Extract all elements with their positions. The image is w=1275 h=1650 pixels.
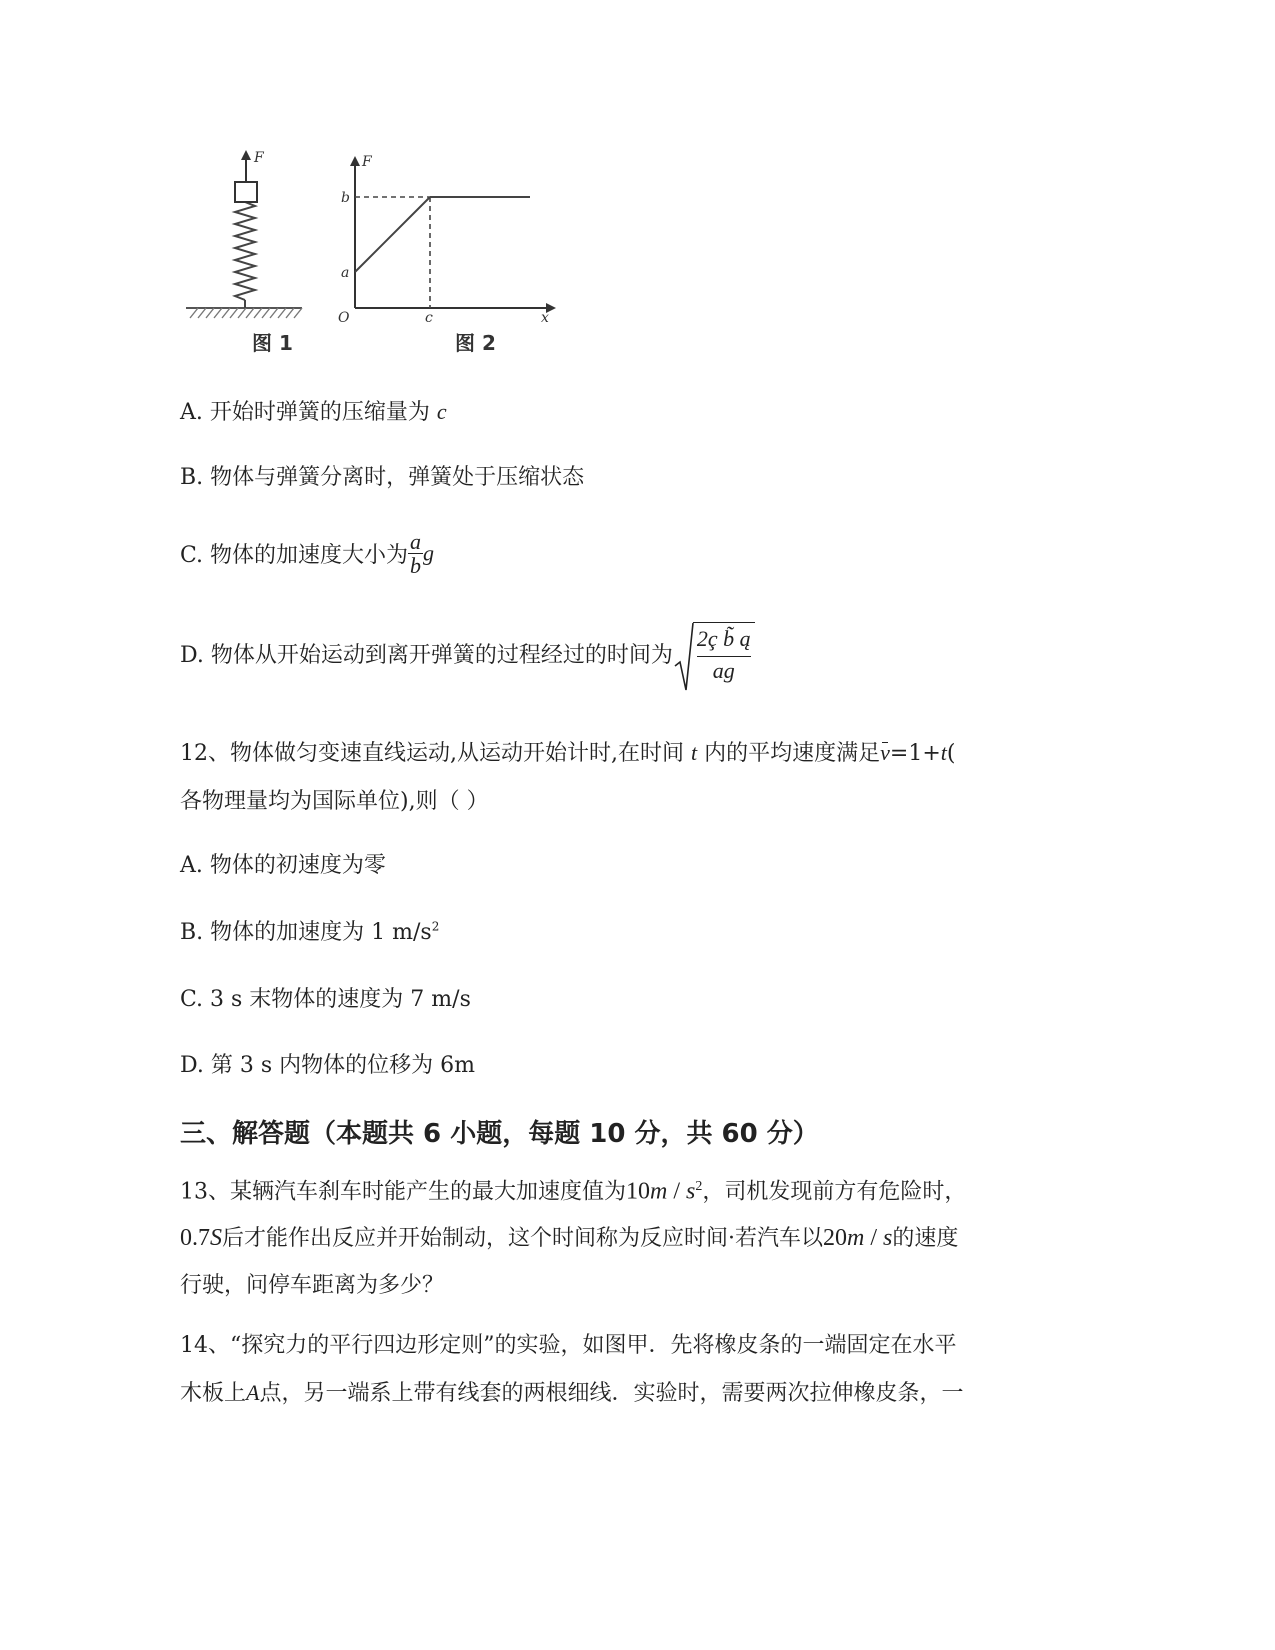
q13-line3 xyxy=(180,1262,1080,1309)
q12-stem-line1 xyxy=(180,736,955,767)
q14-line2 xyxy=(180,1369,1080,1417)
q14-line2-part2: 点，另一端系上带有线套的两根细线．实验时，需要两次拉伸橡皮条，一 xyxy=(259,1381,964,1406)
q12-stem-part1: 12、物体做匀变速直线运动,从运动开始计时,在时间 xyxy=(180,741,684,766)
fig2-b-label: b xyxy=(341,190,350,206)
q14-line1 xyxy=(180,1322,1080,1369)
fig2-y-label: F xyxy=(362,154,372,170)
q13-unit1-m: m xyxy=(650,1178,668,1205)
q13-part5: 行驶，问停车距离为多少？ xyxy=(180,1273,445,1299)
q12-vbar: v xyxy=(880,740,890,765)
option-c-fraction xyxy=(408,530,423,577)
fig2-c-label: c xyxy=(425,310,433,326)
q13-unit1-slash: / xyxy=(667,1178,687,1205)
q13-unit2-slash: / xyxy=(864,1225,884,1252)
q13-unit2-m: m xyxy=(847,1225,865,1252)
spring xyxy=(235,202,255,300)
q12-option-c-text: C. 3 s 末物体的速度为 7 m/s xyxy=(180,987,471,1012)
q12-option-a xyxy=(180,848,386,879)
q13-unit1-sup: 2 xyxy=(695,1179,703,1194)
figure-2 xyxy=(338,154,556,355)
block xyxy=(235,182,257,202)
q14-line1-text: 14、“探究力的平行四边形定则”的实验，如图甲．先将橡皮条的一端固定在水平 xyxy=(180,1333,957,1358)
q12-eq: =1+ xyxy=(889,741,941,766)
q13-time: 0.7 xyxy=(180,1225,210,1252)
option-d-text: D. 物体从开始运动到离开弹簧的过程经过的时间为 xyxy=(180,643,673,669)
option-c-suffix: g xyxy=(423,540,435,566)
q12-stem-line2 xyxy=(180,784,489,815)
q12-option-a-text: A. 物体的初速度为零 xyxy=(180,853,386,878)
sqrt-expression xyxy=(673,622,755,685)
option-a-text: A. 开始时弹簧的压缩量为 xyxy=(180,400,430,425)
q13-value2: 20 xyxy=(823,1225,847,1252)
q12-stem-part2: 各物理量均为国际单位),则（ ） xyxy=(180,789,489,814)
option-b-text: B. 物体与弹簧分离时，弹簧处于压缩状态 xyxy=(180,465,585,490)
fig1-caption: 图 1 xyxy=(252,331,293,355)
q13-line1 xyxy=(180,1163,1080,1215)
fig2-caption: 图 2 xyxy=(455,331,496,355)
figure-1 xyxy=(186,150,302,355)
q12-option-c xyxy=(180,982,471,1013)
q13-part1: 13、某辆汽车刹车时能产生的最大加速度值为 xyxy=(180,1179,626,1205)
q12-option-d xyxy=(180,1048,475,1079)
option-a-var: c xyxy=(436,399,447,424)
option-c-text: C. 物体的加速度大小为 xyxy=(180,543,409,569)
fig2-origin-label: O xyxy=(338,310,350,326)
frac-numerator: a xyxy=(410,529,422,554)
sqrt-denominator: ag xyxy=(712,657,735,683)
q14 xyxy=(180,1322,1080,1417)
fig2-x-label: x xyxy=(541,310,549,326)
figure-area xyxy=(0,0,1275,380)
q11-option-d xyxy=(180,622,755,685)
q13-part2: ，司机发现前方有危险时， xyxy=(702,1179,967,1205)
q12-option-b-text: B. 物体的加速度为 1 m/s xyxy=(180,920,432,945)
q12-option-b-sup: 2 xyxy=(431,919,440,934)
q14-line2-part1: 木板上 xyxy=(180,1381,247,1406)
q12-var-t: t xyxy=(690,740,698,765)
q11-option-c xyxy=(180,530,434,577)
q12-paren: ( xyxy=(946,741,956,766)
q13 xyxy=(180,1163,1080,1309)
q11-option-b xyxy=(180,460,584,491)
q14-point-a: A xyxy=(246,1380,260,1405)
fig2-a-label: a xyxy=(341,265,350,281)
q13-value1: 10 xyxy=(626,1178,650,1205)
q13-unit2-s: s xyxy=(883,1225,893,1252)
sqrt-numerator: 2ç b̃ ą xyxy=(697,625,751,657)
q13-unit1-s: s xyxy=(686,1178,696,1205)
q12-stem-mid: 内的平均速度满足 xyxy=(704,741,881,766)
q13-part4: 的速度 xyxy=(892,1226,959,1252)
frac-denominator: b xyxy=(410,553,422,579)
q13-time-unit: S xyxy=(210,1225,222,1252)
q12-option-d-text: D. 第 3 s 内物体的位移为 6m xyxy=(180,1053,475,1078)
q12-option-b xyxy=(180,915,439,946)
fig1-force-label: F xyxy=(254,150,264,166)
q13-part3: 后才能作出反应并开始制动，这个时间称为反应时间·若汽车以 xyxy=(222,1226,823,1252)
section-3-title: 三、解答题（本题共 6 小题，每题 10 分，共 60 分） xyxy=(180,1119,819,1149)
rising-line xyxy=(355,197,430,272)
q12-var-t2: t xyxy=(940,740,947,765)
q13-line2 xyxy=(180,1215,1080,1262)
q11-option-a xyxy=(180,395,447,426)
